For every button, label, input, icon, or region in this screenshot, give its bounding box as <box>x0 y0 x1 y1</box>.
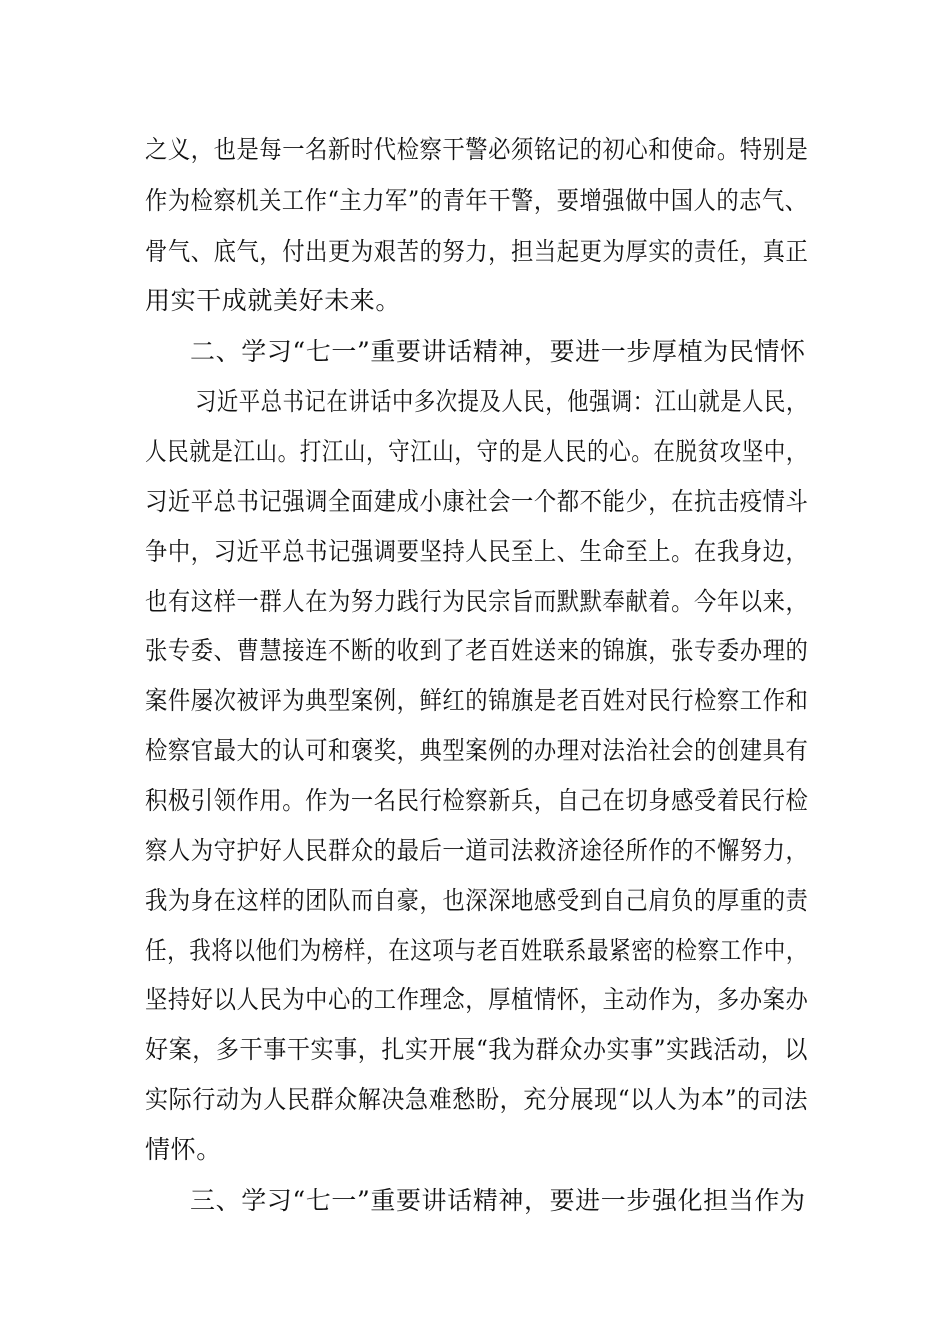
paragraph-line: 张专委、曹慧接连不断的收到了老百姓送来的锦旗，张专委办理的 <box>145 636 809 665</box>
paragraph-line: 案件屡次被评为典型案例，鲜红的锦旗是老百姓对民行检察工作和 <box>145 686 809 715</box>
paragraph-line: 实际行动为人民群众解决急难愁盼，充分展现“以人为本”的司法 <box>145 1085 808 1114</box>
paragraph-line: 积极引领作用。作为一名民行检察新兵，自己在切身感受着民行检 <box>145 786 809 815</box>
paragraph-line: 检察官最大的认可和褒奖，典型案例的办理对法治社会的创建具有 <box>145 736 809 765</box>
section-heading: 三、学习“七一”重要讲话精神，要进一步强化担当作为 <box>190 1186 806 1215</box>
paragraph-line: 用实干成就美好未来。 <box>145 286 402 315</box>
paragraph-line: 情怀。 <box>145 1135 222 1164</box>
paragraph-line: 骨气、底气，付出更为艰苦的努力，担当起更为厚实的责任，真正 <box>145 237 809 266</box>
paragraph-line: 任，我将以他们为榜样，在这项与老百姓联系最紧密的检察工作中， <box>145 936 809 965</box>
paragraph-line: 作为检察机关工作“主力军”的青年干警，要增强做中国人的志气、 <box>145 186 808 215</box>
paragraph-line: 也有这样一群人在为努力践行为民宗旨而默默奉献着。今年以来， <box>145 587 809 616</box>
paragraph-line: 习近平总书记在讲话中多次提及人民，他强调：江山就是人民， <box>195 387 808 416</box>
paragraph-line: 争中，习近平总书记强调要坚持人民至上、生命至上。在我身边， <box>145 537 809 566</box>
paragraph-line: 好案，多干事干实事，扎实开展“我为群众办实事”实践活动，以 <box>145 1035 808 1064</box>
paragraph-line: 察人为守护好人民群众的最后一道司法救济途径所作的不懈努力， <box>145 836 809 865</box>
paragraph-line: 坚持好以人民为中心的工作理念，厚植情怀，主动作为，多办案办 <box>145 985 809 1014</box>
paragraph-line: 习近平总书记强调全面建成小康社会一个都不能少，在抗击疫情斗 <box>145 487 809 516</box>
paragraph-line: 我为身在这样的团队而自豪，也深深地感受到自己肩负的厚重的责 <box>145 886 809 915</box>
paragraph-line: 之义，也是每一名新时代检察干警必须铭记的初心和使命。特别是 <box>145 135 809 164</box>
paragraph-line: 人民就是江山。打江山，守江山，守的是人民的心。在脱贫攻坚中， <box>145 437 809 466</box>
section-heading: 二、学习“七一”重要讲话精神，要进一步厚植为民情怀 <box>190 337 806 366</box>
